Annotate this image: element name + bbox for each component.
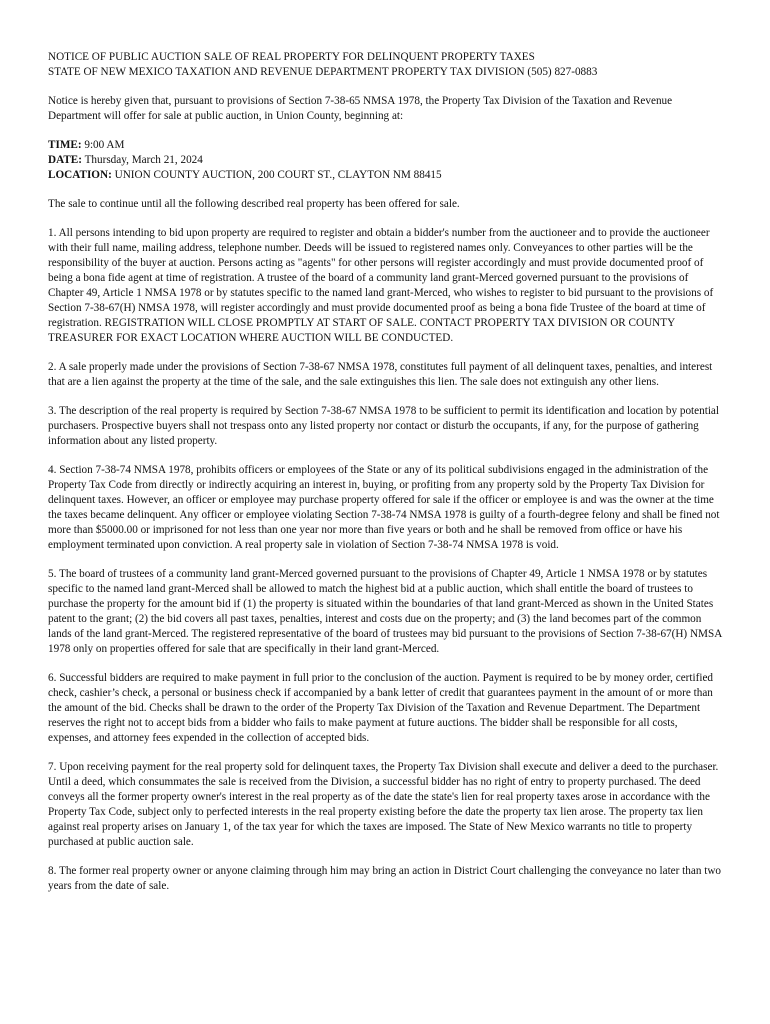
paragraph-challenge: 8. The former real property owner or anyone claiming through him may bring an action in District Court challenging the conveyance no later than two years from the date of sale. — [48, 865, 722, 892]
paragraph-payment-terms: 6. Successful bidders are required to make payment in full prior to the conclusion of the auction. Payment is required to be by money order, certified check, cashier’s check, a personal or business check if accompanied by a bank letter of credit that guarantees payment in the amount of or more than the amount of the bid. Checks shall be drawn to the order of the Property Tax Division of the Taxation and Revenue Department. The Department reserves the right not to accept bids from a bidder who fails to make payment at future auctions. The bidder shall be responsible for all costs, expenses, and attorney fees expended in the collection of accepted bids. — [48, 672, 714, 744]
time-value: 9:00 AM — [81, 139, 125, 151]
auction-details — [48, 138, 722, 183]
paragraph-registration: 1. All persons intending to bid upon property are required to register and obtain a bidder's number from the auctioneer and to provide the auctioneer with their full name, mailing address, telephone number. Deeds will be issued to registered names only. Conveyances to other parties will be the responsibility of the buyer at auction. Persons acting as "agents" for other persons will register accordingly and must provide documented proof of being a bona fide agent at time of registration. A trustee of the board of a community land grant-Merced governed pursuant to the provisions of Chapter 49, Article 1 NMSA 1978 or by statutes specific to the named land grant-Merced, who wishes to register to bid pursuant to the provisions of Section 7-38-67(H) NMSA 1978, will register accordingly and must provide documented proof as being a bona fide Trustee of the board at time of registration. REGISTRATION WILL CLOSE PROMPTLY AT START OF SALE. CONTACT PROPERTY TAX DIVISION OR COUNTY TREASURER FOR EXACT LOCATION WHERE AUCTION WILL BE CONDUCTED. — [48, 227, 714, 344]
paragraph-land-grant: 5. The board of trustees of a community land grant-Merced governed pursuant to the provisions of Chapter 49, Article 1 NMSA 1978 or by statutes specific to the named land grant-Merced shall be allowed to match the highest bid at a public auction, which shall entitle the board of trustees to purchase the property for the amount bid if (1) the property is situated within the boundaries of that land grant-Merced as shown in the United States patent to the grant; (2) the bid covers all past taxes, penalties, interest and costs due on the property; and (3) the land becomes part of the common lands of the land grant-Merced. The registered representative of the board of trustees may bid pursuant to the provisions of Section 7-38-67(H) NMSA 1978 only on properties offered for sale that are specifically in their land grant-Merced. — [48, 568, 722, 655]
date-row — [48, 153, 722, 168]
location-label: LOCATION: — [48, 169, 112, 181]
time-row — [48, 138, 722, 153]
agency-line: STATE OF NEW MEXICO TAXATION AND REVENUE DEPARTMENT PROPERTY TAX DIVISION (505) 827-0883 — [48, 66, 598, 78]
time-label: TIME: — [48, 139, 82, 151]
date-label: DATE: — [48, 154, 82, 166]
date-value: Thursday, March 21, 2024 — [81, 154, 203, 166]
continue-note: The sale to continue until all the following described real property has been offered for sale. — [48, 198, 460, 210]
paragraph-deed: 7. Upon receiving payment for the real property sold for delinquent taxes, the Property Tax Division shall execute and deliver a deed to the purchaser. Until a deed, which consummates the sale is received from the Division, a successful bidder has no right of entry to property purchased. The deed conveys all the former property owner's interest in the real property as of the date the state's lien for real property taxes arose in accordance with the Property Tax Code, subject only to perfected interests in the real property existing before the date the property tax lien arose. The property tax lien against real property arises on January 1, of the tax year for which the taxes are imposed. The State of New Mexico warrants no title to property purchased at public auction sale. — [48, 761, 719, 848]
location-value: UNION COUNTY AUCTION, 200 COURT ST., CLAYTON NM 88415 — [111, 169, 442, 181]
paragraph-lien-payment: 2. A sale properly made under the provisions of Section 7-38-67 NMSA 1978, constitutes full payment of all delinquent taxes, penalties, and interest that are a lien against the property at the time of the sale, and the sale extinguishes this lien. The sale does not extinguish any other liens. — [48, 361, 713, 388]
paragraph-property-description: 3. The description of the real property is required by Section 7-38-67 NMSA 1978 to be sufficient to permit its identification and location by potential purchasers. Prospective buyers shall not trespass onto any listed property nor contact or disturb the occupants, if any, for the purpose of gathering information about any listed property. — [48, 405, 720, 447]
location-row — [48, 168, 722, 183]
intro-paragraph: Notice is hereby given that, pursuant to provisions of Section 7-38-65 NMSA 1978, the Property Tax Division of the Taxation and Revenue Department will offer for sale at public auction, in Union County, beginning at: — [48, 95, 673, 122]
paragraph-officer-prohibition: 4. Section 7-38-74 NMSA 1978, prohibits officers or employees of the State or any of its political subdivisions engaged in the administration of the Property Tax Code from directly or indirectly acquiring an interest in, buying, or profiting from any property sold by the Property Tax Division for delinquent taxes. However, an officer or employee may purchase property offered for sale if the officer or employee is and was the owner at the time the taxes became delinquent. Any officer or employee violating Section 7-38-74 NMSA 1978 is guilty of a fourth-degree felony and shall be fined not more than $5000.00 or imprisoned for not less than one year nor more than five years or both and he shall be removed from office or have his employment terminated upon conviction. A real property sale in violation of Section 7-38-74 NMSA 1978 is void. — [48, 464, 720, 551]
notice-title: NOTICE OF PUBLIC AUCTION SALE OF REAL PROPERTY FOR DELINQUENT PROPERTY TAXES — [48, 51, 535, 63]
